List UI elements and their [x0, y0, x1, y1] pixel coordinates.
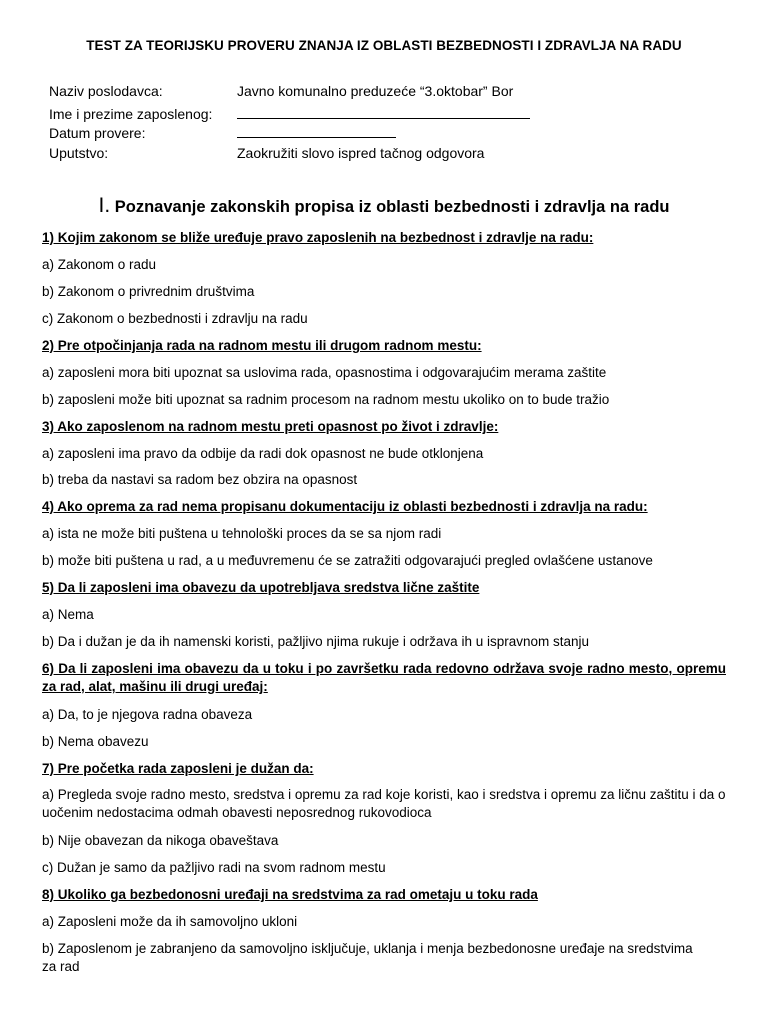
answer-option[interactable]: b) Nema obavezu: [42, 734, 149, 749]
question: [42, 418, 732, 436]
answer-option[interactable]: c) Zakonom o bezbednosti i zdravlju na radu: [42, 311, 308, 326]
question-text: 1) Kojim zakonom se bliže uređuje pravo zaposlenih na bezbednost i zdravlje na radu:: [42, 230, 594, 245]
answer-option[interactable]: b) može biti puštena u rad, a u međuvremenu će se zatražiti odgovarajući pregled ovlašćene ustanove: [42, 553, 653, 568]
question: [42, 337, 732, 355]
question: [42, 229, 732, 247]
employer-value: Javno komunalno preduzeće “3.oktobar” Bor: [237, 83, 514, 99]
answer-option[interactable]: b) Zaposlenom je zabranjeno da samovoljno isključuje, uklanja i menja bezbedonosne uređaje na sredstvima za rad: [42, 941, 693, 974]
question-text: 6) Da li zaposleni ima obavezu da u toku i po završetku rada redovno održava svoje radno mesto, opremu za rad, alat, mašinu ili drugi uređaj:: [42, 661, 726, 694]
question: [42, 760, 732, 778]
employee-label: Ime i prezime zaposlenog:: [49, 106, 213, 122]
question-text: 8) Ukoliko ga bezbedonosni uređaji na sredstvima za rad ometaju u toku rada: [42, 887, 538, 902]
question: [42, 660, 726, 696]
question: [42, 886, 732, 904]
answer-option[interactable]: c) Dužan je samo da pažljivo radi na svom radnom mestu: [42, 860, 386, 875]
instructions-label: Uputstvo:: [49, 145, 109, 161]
question-text: 4) Ako oprema za rad nema propisanu dokumentaciju iz oblasti bezbednosti i zdravlja na radu:: [42, 499, 648, 514]
question-text: 7) Pre početka rada zaposleni je dužan da:: [42, 761, 314, 776]
answer-option[interactable]: b) Zakonom o privrednim društvima: [42, 284, 255, 299]
employee-name-field[interactable]: [237, 105, 530, 119]
section-title-text: Poznavanje zakonskih propisa iz oblasti bezbednosti i zdravlja na radu: [110, 198, 670, 216]
question-text: 5) Da li zaposleni ima obavezu da upotrebljava sredstva lične zaštite: [42, 580, 480, 595]
date-label: Datum provere:: [49, 125, 146, 141]
question: [42, 579, 732, 597]
answer-option[interactable]: a) ista ne može biti puštena u tehnološki proces da se sa njom radi: [42, 526, 442, 541]
employer-label: Naziv poslodavca:: [49, 83, 163, 99]
answer-option[interactable]: a) zaposleni ima pravo da odbije da radi dok opasnost ne bude otklonjena: [42, 446, 484, 461]
question-text: 3) Ako zaposlenom na radnom mestu preti opasnost po život i zdravlje:: [42, 419, 499, 434]
answer-option[interactable]: a) Nema: [42, 607, 94, 622]
question: [42, 498, 732, 516]
answer-option[interactable]: a) Da, to je njegova radna obaveza: [42, 707, 253, 722]
instructions-value: Zaokružiti slovo ispred tačnog odgovora: [237, 145, 485, 161]
section-heading: [0, 194, 768, 218]
answer-option[interactable]: a) Pregleda svoje radno mesto, sredstva i opremu za rad koje koristi, kao i sredstva i opremu za ličnu zaštitu i da o uočenim nedostacima odmah obavesti neposrednog rukovodioca: [42, 787, 726, 820]
document-title: TEST ZA TEORIJSKU PROVERU ZNANJA IZ OBLASTI BEZBEDNOSTI I ZDRAVLJA NA RADU: [86, 38, 682, 53]
question-text: 2) Pre otpočinjanja rada na radnom mestu ili drugom radnom mestu:: [42, 338, 482, 353]
answer-option[interactable]: b) zaposleni može biti upoznat sa radnim procesom na radnom mestu ukoliko on to bude tražio: [42, 392, 610, 407]
answer-option[interactable]: b) Da i dužan je da ih namenski koristi, pažljivo njima rukuje i održava ih u ispravnom stanju: [42, 634, 590, 649]
answer-option[interactable]: a) zaposleni mora biti upoznat sa uslovima rada, opasnostima i odgovarajućim merama zaštite: [42, 365, 607, 380]
answer-option[interactable]: b) Nije obavezan da nikoga obaveštava: [42, 833, 279, 848]
date-field[interactable]: [237, 124, 396, 138]
answer-option[interactable]: b) treba da nastavi sa radom bez obzira na opasnost: [42, 472, 358, 487]
answer-option[interactable]: a) Zaposleni može da ih samovoljno ukloni: [42, 914, 298, 929]
section-roman-numeral: I.: [98, 194, 111, 217]
answer-option[interactable]: a) Zakonom o radu: [42, 257, 157, 272]
